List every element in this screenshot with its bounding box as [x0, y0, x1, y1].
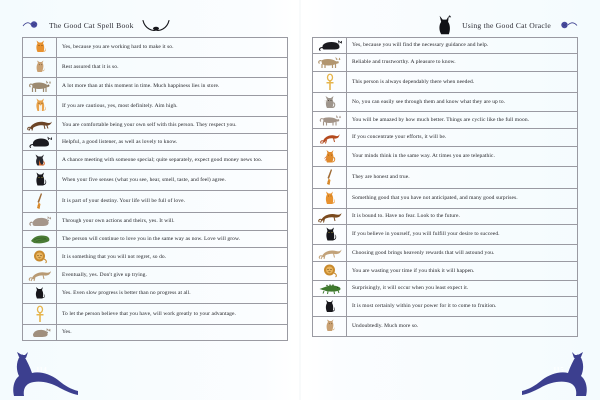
ankh-icon — [23, 304, 57, 325]
table-row — [313, 209, 578, 225]
oracle-answer-text: Yes. Even slow progress is better than no progress at all. — [57, 284, 288, 304]
left-table-body — [23, 38, 288, 341]
table-row — [313, 281, 578, 297]
table-row — [23, 134, 288, 151]
grey-reclining-cat-icon — [23, 325, 57, 341]
oracle-answer-text: If you believe in yourself, you will fulfill your desire to succeed. — [347, 225, 578, 245]
oracle-answer-text: You are wasting your time if you think it will happen. — [347, 262, 578, 281]
black-cat-silhouette-icon — [435, 15, 455, 35]
oracle-answer-text: Choosing good brings heavenly rewards that will astound you. — [347, 245, 578, 262]
stretching-cat-silhouette-icon — [474, 352, 594, 400]
table-row — [23, 304, 288, 325]
black-crouching-cat-icon — [23, 134, 57, 151]
grey-longhair-cat-icon — [23, 213, 57, 231]
table-row — [313, 189, 578, 209]
grey-tabby-sitting-icon — [313, 93, 347, 112]
left-running-head — [22, 13, 288, 37]
black-sitting-cat-icon — [313, 297, 347, 317]
table-row — [23, 231, 288, 248]
left-oracle-table — [22, 37, 288, 341]
oracle-answer-text: No, you can easily see through them and know what they are up to. — [347, 93, 578, 112]
oracle-answer-text: To let the person believe that you have, will work greatly to your advantage. — [57, 304, 288, 325]
lion-icon — [23, 248, 57, 267]
oracle-answer-text: It is something that you will not regret, so do. — [57, 248, 288, 267]
oracle-answer-text: This person is always dependably there when needed. — [347, 72, 578, 93]
oracle-answer-text: Your minds think in the same way. At times you are telepathic. — [347, 147, 578, 167]
black-standing-cat-icon — [313, 225, 347, 245]
left-page-footer — [6, 352, 126, 400]
oracle-answer-text: Something good that you have not anticipated, and many good surprises. — [347, 189, 578, 209]
yarn-ball-icon — [558, 19, 578, 31]
table-row — [23, 78, 288, 96]
table-row — [23, 325, 288, 341]
broom-icon — [23, 191, 57, 213]
oracle-answer-text: You will be amazed by how much better. Things are cyclic like the full moon. — [347, 112, 578, 129]
table-row — [313, 245, 578, 262]
orange-leaping-cat-icon — [313, 129, 347, 147]
stretching-cat-silhouette-icon — [6, 352, 126, 400]
table-row — [313, 262, 578, 281]
table-row — [313, 93, 578, 112]
orange-sitting-cat-icon — [313, 189, 347, 209]
oracle-answer-text: Reliable and trustworthy. A pleasure to know. — [347, 54, 578, 72]
oracle-answer-text: A lot more than at this moment in time. Much happiness lies in store. — [57, 78, 288, 96]
walking-tabby-cat-icon — [23, 78, 57, 96]
right-running-head — [312, 13, 578, 37]
yarn-ball-icon — [22, 19, 42, 31]
table-row — [23, 96, 288, 117]
table-row — [313, 167, 578, 189]
oracle-answer-text: It is bound to. Have no fear. Look to the future. — [347, 209, 578, 225]
oracle-answer-text: You are comfortable being your own self with this person. They respect you. — [57, 117, 288, 134]
oracle-answer-text: Eventually, yes. Don't give up trying. — [57, 267, 288, 284]
ankh-icon — [313, 72, 347, 93]
table-row — [23, 151, 288, 170]
right-page-number: 115 — [552, 366, 564, 374]
table-row — [313, 129, 578, 147]
table-row — [313, 54, 578, 72]
brown-leaping-cat-icon — [313, 209, 347, 225]
table-row — [23, 191, 288, 213]
table-row — [313, 297, 578, 317]
left-page-number: 114 — [36, 366, 48, 374]
green-crocodile-icon — [313, 281, 347, 297]
oracle-answer-text: The person will continue to love you in the same way as now. Love will grow. — [57, 231, 288, 248]
table-row — [23, 284, 288, 304]
right-table-body — [313, 38, 578, 337]
oracle-answer-text: It is part of your destiny. Your life will be full of love. — [57, 191, 288, 213]
oracle-answer-text: Undoubtedly. Much more so. — [347, 317, 578, 337]
broom-icon — [313, 167, 347, 189]
right-running-head-title: Using the Good Cat Oracle — [462, 20, 551, 30]
table-row — [23, 58, 288, 78]
oracle-answer-text: It is most certainly within your power for it to come to fruition. — [347, 297, 578, 317]
cat-whiskers-icon — [141, 18, 171, 32]
right-page — [300, 0, 600, 400]
table-row — [23, 117, 288, 134]
orange-cat-scratching-icon — [313, 147, 347, 167]
table-row — [313, 112, 578, 129]
tan-pouncing-cat-icon — [313, 245, 347, 262]
cream-cat-looking-back-icon — [313, 317, 347, 337]
table-row — [23, 38, 288, 58]
oracle-answer-text: If you are cautious, yes, most definitely. Aim high. — [57, 96, 288, 117]
black-seated-cat-icon — [23, 284, 57, 304]
black-cat-lying-icon — [313, 38, 347, 54]
oracle-answer-text: Yes, because you are working hard to make it so. — [57, 38, 288, 58]
sitting-orange-cat-icon — [23, 38, 57, 58]
tan-stretching-cat-icon — [23, 267, 57, 284]
lion-icon — [313, 262, 347, 281]
oracle-answer-text: Yes, because you will find the necessary guidance and help. — [347, 38, 578, 54]
left-running-head-title: The Good Cat Spell Book — [49, 20, 134, 30]
black-standing-cat-icon — [23, 170, 57, 191]
table-row — [313, 147, 578, 167]
oracle-answer-text: They are honest and true. — [347, 167, 578, 189]
green-herb-icon — [23, 231, 57, 248]
oracle-answer-text: When your five senses (what you see, hear, smell, taste, and feel) agree. — [57, 170, 288, 191]
table-row — [313, 317, 578, 337]
right-oracle-table — [312, 37, 578, 337]
oracle-answer-text: Helpful, a good listener, as well as lovely to know. — [57, 134, 288, 151]
table-row — [23, 170, 288, 191]
oracle-answer-text: If you concentrate your efforts, it will be. — [347, 129, 578, 147]
orange-white-sitting-cat-icon — [23, 96, 57, 117]
cream-cat-looking-back-icon — [23, 58, 57, 78]
table-row — [313, 225, 578, 245]
oracle-answer-text: Surprisingly, it will occur when you least expect it. — [347, 281, 578, 297]
oracle-answer-text: Yes. — [57, 325, 288, 341]
table-row — [23, 267, 288, 284]
tan-walking-cat-icon — [313, 54, 347, 72]
right-page-footer — [474, 352, 594, 400]
table-row — [313, 72, 578, 93]
oracle-answer-text: A chance meeting with someone special; quite separately, expect good money news too. — [57, 151, 288, 170]
oracle-answer-text: Rest assured that it is so. — [57, 58, 288, 78]
table-row — [23, 213, 288, 231]
black-orange-cat-icon — [23, 151, 57, 170]
table-row — [23, 248, 288, 267]
grey-standing-cat-icon — [313, 112, 347, 129]
oracle-answer-text: Through your own actions and theirs, yes. It will. — [57, 213, 288, 231]
table-row — [313, 38, 578, 54]
leaping-brown-cat-icon — [23, 117, 57, 134]
